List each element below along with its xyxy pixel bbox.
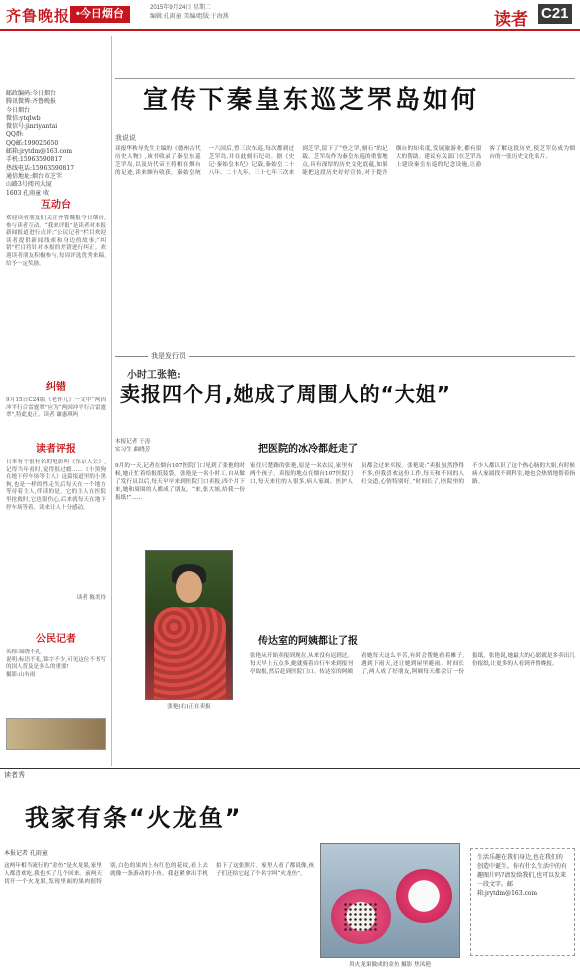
gongmin-photo	[6, 718, 106, 750]
contact-line: 微信号:jinriyantai	[6, 123, 58, 131]
photo-figure-shirt	[154, 607, 226, 700]
feature-subhead-1: 把医院的冰冷都赶走了	[258, 444, 358, 455]
bottom-title: 我家有条“火龙鱼”	[25, 804, 243, 832]
contact-line: 通信地址:烟台市芝罘	[6, 172, 63, 180]
contact-line: 今日烟台	[6, 106, 31, 114]
hero-rule	[115, 78, 575, 79]
fruit-photo-caption: 用火龙果做成的金鱼 摄影 焦凤艳	[349, 962, 431, 968]
feature-subhead-2: 传达室的阿姨都让了报	[258, 636, 358, 647]
issue-date: 2015年9月24日 星期二	[150, 5, 212, 11]
newspaper-logo: 齐鲁晚报	[6, 7, 71, 25]
hudong-text: 欢迎读者朋友们关注齐鲁晚报今日烟台,参与读者互动。“我来评报”是读者对本报新闻报道进行点评;“公民记者”栏目欢迎读者提供新闻线索和身边的故事;“纠错”栏目将针对本报的差错进行纠正。欢迎读者朋友积极参与,每周评选优秀来稿,给予一定奖励。	[6, 215, 106, 267]
feature-lead: 9月的一天,记者在烟台107医院门口见到了张艳的时候,她正忙着给报纸装袋。张艳是一名小时工,自从做了发行员以后,每天早早来到医院门口卖报,四个月下来,她和周围的人都成了朋友。“来,张大姐,给我一份报纸!”……	[115, 463, 245, 502]
bottom-rule	[0, 768, 580, 769]
feature-subtitle: 小时工张艳:	[127, 370, 181, 381]
gongmin-block	[6, 630, 106, 729]
fruit-photo	[320, 843, 460, 958]
feature-photo	[145, 550, 233, 700]
jiucuo-block	[6, 378, 106, 443]
pingbao-title: 读者评报	[36, 444, 76, 455]
hero-body: 读报华秋导先生主编的《德州古代历史人物》,该书收录了秦皇东巡芝罘岛,以及历代帝王将相在烟台的足迹,读来颇有收获。秦始皇统一六国后,曾三次东巡,每次都到过芝罘岛,并在此刻石纪功。据《史记·秦始皇本纪》记载,秦始皇二十八年、二十九年、三十七年三次来到芝罘,留下了“登之罘,刻石”的记载。芝罘岛作为秦皇东巡的重要地点,具有深厚的历史文化底蕴,如果能把这段历史好好宣传,对于提升烟台的知名度,发展旅游业,都有很大的帮助。建议有关部门在芝罘岛上建设秦皇东巡的纪念设施,让游客了解这段历史,使芝罘岛成为烟台的一张历史文化名片。	[115, 146, 575, 177]
contact-line: 邮箱:jrytdm@163.com	[6, 148, 73, 156]
gongmin-title: 公民记者	[36, 634, 76, 645]
page-number: C21	[538, 4, 572, 24]
contact-line: 腾讯微博:齐鲁晚报	[6, 98, 57, 106]
feature-byline-1: 本报记者 于涛	[115, 439, 151, 445]
bottom-byline: 本报记者 孔雨童	[4, 850, 48, 857]
feature-byline	[115, 438, 150, 454]
pingbao-block	[6, 440, 106, 601]
contact-line: QQ邮:199025650	[6, 139, 59, 147]
issue-editors: 编辑:孔雨童 美编/组版:于海燕	[150, 14, 229, 20]
contact-line: QQ群:	[6, 131, 24, 139]
feature-byline-2: 实习生 曲晓芳	[115, 447, 151, 453]
pingbao-text: 日本有个很有名的电影叫《东京人公》,记得当年看时,觉得很过瘾……《小黑狗在地下停车场等主人》这篇报道里的小黑狗,也是一样的性走失后每天在一个地方等待着主人,伴读的是。它的主人在医院里抢救时,它也很伤心,后来就每天在地下停车场等着。读来让人十分感动。	[6, 459, 106, 511]
feature-title: 卖报四个月,她成了周围人的“大姐”	[120, 382, 451, 406]
feature-kicker: 我是发行员	[148, 351, 189, 361]
feature-text-2: 张艳从开始卖报到现在,从来没有迟到过。每天早上五点多,她就骑着自行车来到报刊亭取报,然后赶到医院门口。传达室的阿姨看她每天这么辛苦,有时会帮她看着摊子,遇到下雨天,还让她到屋里避雨。时间长了,两人成了好朋友,阿姨每天都会订一份报纸。张艳说,她最大的心愿就是多卖出几份报纸,让更多的人看到齐鲁晚报。	[250, 653, 575, 676]
masthead-rule	[0, 29, 580, 31]
issue-meta	[150, 4, 229, 22]
column-divider	[111, 36, 112, 766]
bottom-body: 这两年相当流行的“金鱼”是火龙果,家里人都喜欢吃,我也买了几个回来。前两天切开一个火龙果,发现里面的果肉很特别,白色的果肉上有红色的花纹,看上去就像一条游动的小鱼。我赶紧拿出手机拍下了这张照片。家里人看了都说像,孩子们还给它起了个名字叫“火龙鱼”。	[4, 863, 314, 886]
masthead	[0, 0, 580, 30]
pingbao-sign: 读者 陈美玲	[76, 595, 106, 601]
hudong-title: 互动台	[41, 200, 71, 211]
contact-line: 邮政编码:今日烟台	[6, 90, 57, 97]
feature-photo-caption: 张艳(右)正在卖报	[167, 704, 211, 710]
bottom-kicker: 读者秀	[4, 771, 25, 779]
gongmin-text: 名称:锦绣不礼 说明:标语不礼,锦字不少,可见这位不书写的国人普及是多么的重要! 摄影:山有雨	[6, 649, 106, 678]
contact-line: 热线电话:15963590817	[6, 164, 75, 172]
hero-label: 我说说	[115, 134, 136, 142]
feature-text-1: 家住只楚路的张艳,原是一名农民,家里有两个孩子。卖报的地点在烟台107医院门口,每天来往的人很多,病人家属、医护人员都会过来买报。张艳说:“卖报虽然挣得不多,但我喜欢这份工作,每天和不同的人打交道,心情特别好。”时间长了,医院里的不少人都认识了这个热心肠的大姐,有时候病人家属找不到科室,她也会热情地帮着指路。	[250, 463, 575, 486]
hudong-block	[6, 196, 106, 363]
dragonfruit-fish-2	[396, 869, 452, 923]
section-name: 读者	[494, 10, 528, 29]
contact-line: 山路3号阅刊大厦	[6, 181, 52, 189]
contact-line: 1603 孔雨童 收	[6, 189, 50, 197]
contact-line: 手机:15963590817	[6, 156, 63, 164]
photo-figure-face	[176, 571, 202, 603]
contact-box	[6, 90, 106, 198]
jiucuo-text: 9月15日C24版《老伴儿》一文中“两因冲平行合雷霆翠”应为“两因冲平行合雷霆翠”,特此更正。读者 谦惠琪吗	[6, 397, 106, 419]
hero-title: 宣传下秦皇东巡芝罘岛如何	[143, 85, 480, 114]
jiucuo-title: 纠错	[46, 382, 66, 393]
contact-line: 微信:ytqlwb	[6, 114, 41, 122]
edition-badge: •今日烟台	[70, 6, 130, 23]
reader-note-box: 生活乐趣在我们身边,也在我们的创造中诞生。你有什么生活中的有趣图片吗?请发给我们,也可以发来一段文字。邮箱:jrytdm@163.com	[470, 848, 575, 956]
dragonfruit-seeds	[343, 902, 379, 932]
